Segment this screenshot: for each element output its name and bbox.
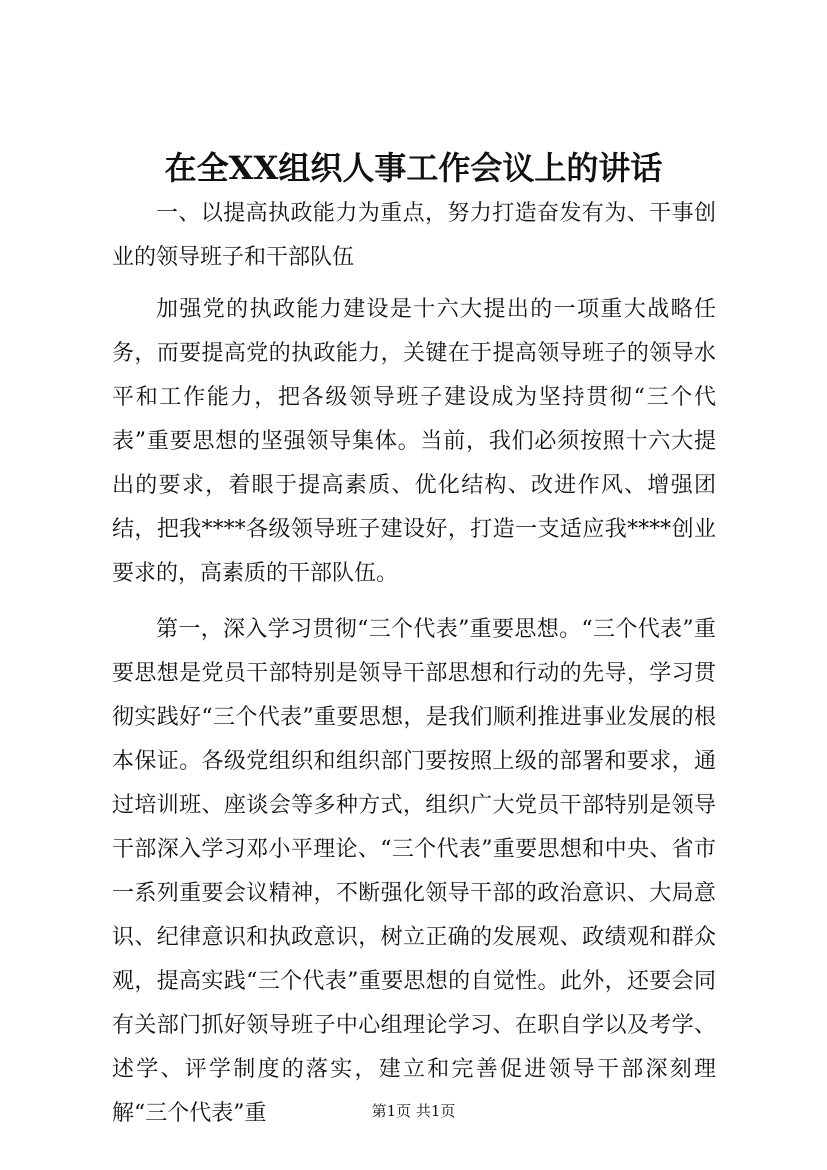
document-body — [112, 192, 716, 1136]
document-title: 在全XX组织人事工作会议上的讲话 — [164, 149, 663, 187]
section-heading-paragraph: 一、以提高执政能力为重点，努力打造奋发有为、干事创业的领导班子和干部队伍 — [112, 201, 716, 270]
page-footer: 第1页 共1页 — [371, 1102, 456, 1120]
body-paragraph: 第一，深入学习贯彻“三个代表”重要思想。“三个代表”重要思想是党员干部特别是领导干部思想和行动的先导，学习贯彻实践好“三个代表”重要思想，是我们顺利推进事业发展的根本保证。各级党组织和组织部门要按照上级的部署和要求，通过培训班、座谈会等多种方式，组织广大党员干部特别是领导干部深入学习邓小平理论、“三个代表”重要思想和中央、省市一系列重要会议精神，不断强化领导干部的政治意识、大局意识、纪律意识和执政意识，树立正确的发展观、政绩观和群众观，提高实践“三个代表”重要思想的自觉性。此外，还要会同有关部门抓好领导班子中心组理论学习、在职自学以及考学、述学、评学制度的落实，建立和完善促进领导干部深刻理解“三个代表”重 — [112, 617, 716, 1126]
body-paragraph: 加强党的执政能力建设是十六大提出的一项重大战略任务，而要提高党的执政能力，关键在于提高领导班子的领导水平和工作能力，把各级领导班子建设成为坚持贯彻“三个代表”重要思想的坚强领导集体。当前，我们必须按照十六大提出的要求，着眼于提高素质、优化结构、改进作风、增强团结，把我****各级领导班子建设好，打造一支适应我****创业要求的，高素质的干部队伍。 — [112, 297, 716, 586]
